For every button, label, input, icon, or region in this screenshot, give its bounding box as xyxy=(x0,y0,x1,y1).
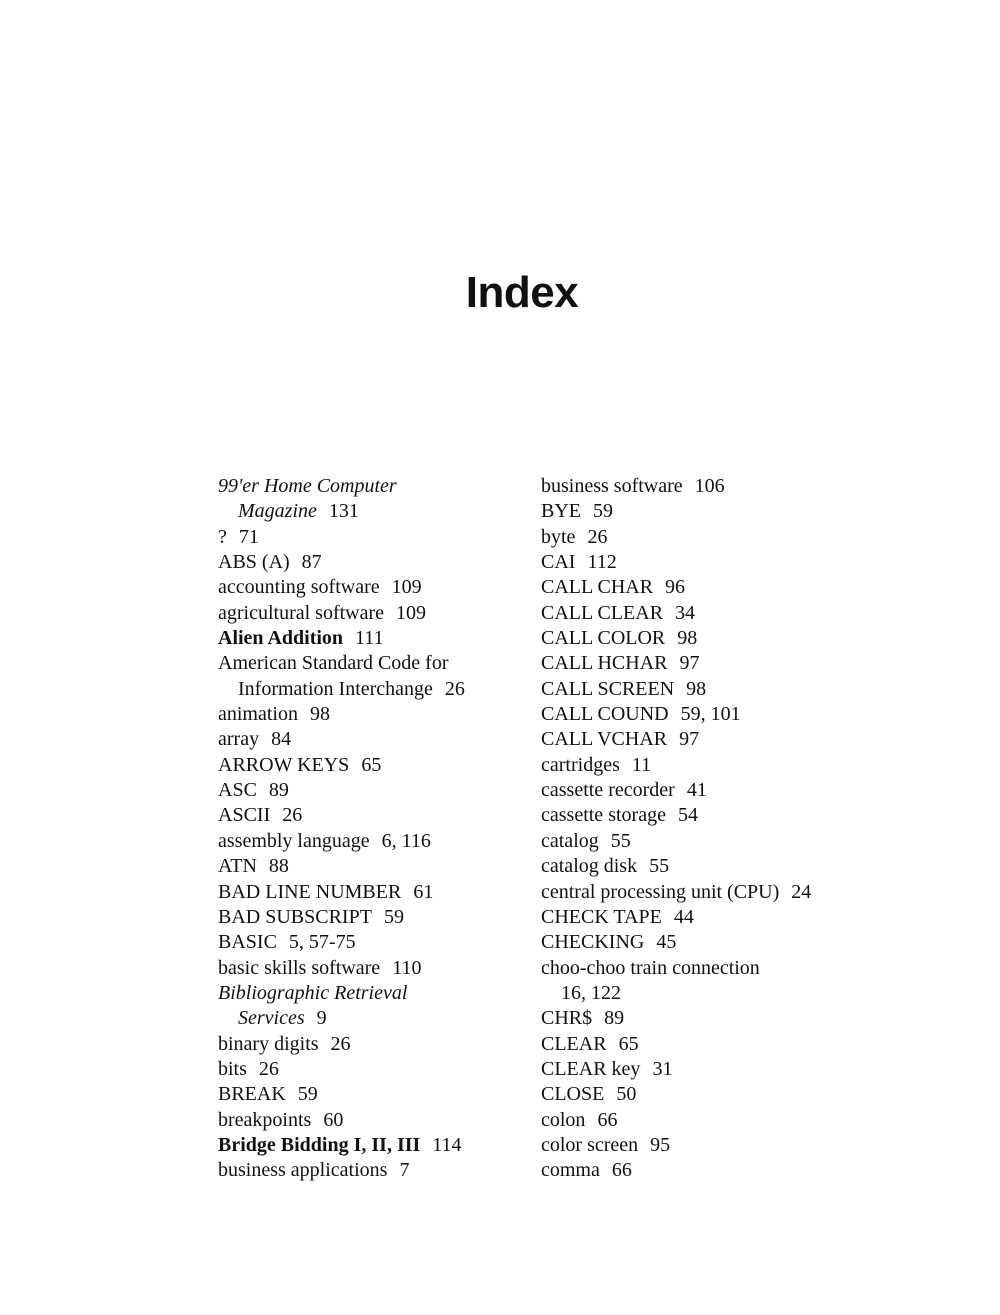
index-entry xyxy=(218,854,548,879)
index-entry xyxy=(541,727,871,752)
index-entry-pages: 87 xyxy=(301,551,322,574)
index-entry-pages: 59 xyxy=(593,500,613,523)
index-entry xyxy=(218,601,548,626)
index-entry-term: business software xyxy=(541,475,683,497)
index-entry xyxy=(541,1082,871,1107)
index-entry-pages: 89 xyxy=(268,779,289,802)
index-entry-term: ? xyxy=(218,525,227,548)
index-entry xyxy=(541,981,871,1006)
index-entry-term: color screen xyxy=(541,1133,639,1156)
index-entry xyxy=(218,677,548,702)
index-entry xyxy=(218,550,548,575)
index-entry-pages: 55 xyxy=(610,829,631,852)
index-entry-pages: 131 xyxy=(328,500,359,523)
index-entry xyxy=(541,1108,871,1133)
index-entry xyxy=(218,829,548,854)
index-entry xyxy=(541,499,871,524)
index-entry xyxy=(218,651,548,676)
index-entry-term: breakpoints xyxy=(218,1108,312,1131)
index-entry xyxy=(541,525,871,550)
index-entry xyxy=(541,905,871,930)
index-entry-term: colon xyxy=(541,1108,586,1131)
index-entry xyxy=(218,727,548,752)
index-entry-term: ARROW KEYS xyxy=(218,753,350,776)
index-entry xyxy=(218,753,548,778)
index-entry-term: American Standard Code for xyxy=(218,652,449,675)
index-entry-pages: 97 xyxy=(679,728,700,751)
index-entry-pages: 112 xyxy=(587,551,617,574)
index-entry-term: animation xyxy=(218,703,298,726)
index-entry-term: CHECK TAPE xyxy=(541,905,662,928)
index-entry-term: Bridge Bidding I, II, III xyxy=(218,1133,421,1156)
index-entry xyxy=(541,651,871,676)
index-entry-pages: 95 xyxy=(650,1133,671,1156)
index-entry-pages: 61 xyxy=(413,880,434,903)
index-entry-term: cassette recorder xyxy=(541,779,675,802)
index-entry-term: byte xyxy=(541,525,576,548)
index-entry-pages: 71 xyxy=(238,525,259,548)
index-entry xyxy=(541,854,871,879)
index-entry-term: ASC xyxy=(218,779,257,802)
index-entry xyxy=(541,1133,871,1158)
index-entry-term: 16, 122 xyxy=(561,981,621,1004)
index-entry xyxy=(218,1032,548,1057)
index-entry-term: CLOSE xyxy=(541,1083,605,1106)
index-entry-term: CALL VCHAR xyxy=(541,728,668,751)
index-entry-pages: 88 xyxy=(268,855,289,878)
index-entry-pages: 59 xyxy=(383,905,404,928)
index-entry-pages: 96 xyxy=(665,576,686,599)
index-entry xyxy=(541,575,871,600)
index-entry-pages: 26 xyxy=(282,804,303,827)
index-column-left xyxy=(218,474,548,1184)
index-entry-term: business applications xyxy=(218,1159,388,1182)
index-entry xyxy=(218,1158,548,1183)
index-entry xyxy=(218,1006,548,1031)
index-entry-term: BASIC xyxy=(218,931,277,954)
index-entry xyxy=(541,1057,871,1082)
index-entry xyxy=(218,1057,548,1082)
index-entry xyxy=(218,575,548,600)
index-entry-term: cartridges xyxy=(541,753,620,776)
index-entry xyxy=(541,1032,871,1057)
index-entry-term: agricultural software xyxy=(218,601,385,624)
index-entry-pages: 111 xyxy=(355,627,384,650)
index-entry-term: bits xyxy=(218,1057,247,1080)
index-entry xyxy=(218,981,548,1006)
index-entry-pages: 11 xyxy=(631,753,652,776)
index-entry xyxy=(541,753,871,778)
index-entry xyxy=(218,905,548,930)
index-entry-term: BAD LINE NUMBER xyxy=(218,880,402,903)
index-entry-pages: 41 xyxy=(686,779,707,802)
index-entry-term: choo-choo train connection xyxy=(541,956,760,979)
index-entry-pages: 26 xyxy=(258,1057,279,1080)
index-entry xyxy=(541,474,871,499)
index-entry-pages: 45 xyxy=(656,931,677,954)
index-entry xyxy=(541,550,871,575)
index-entry-term: CALL COLOR xyxy=(541,627,666,650)
index-entry-pages: 9 xyxy=(316,1007,327,1030)
index-entry-term: CALL CHAR xyxy=(541,576,654,599)
index-entry-pages: 7 xyxy=(399,1159,410,1182)
index-entry-pages: 26 xyxy=(330,1032,351,1055)
page-title: Index xyxy=(465,268,579,317)
index-entry-pages: 34 xyxy=(675,601,696,624)
index-entry-pages: 114 xyxy=(432,1133,462,1156)
index-entry xyxy=(541,1006,871,1031)
index-entry-term: ABS (A) xyxy=(218,551,290,574)
index-entry xyxy=(218,880,548,905)
index-entry-term: cassette storage xyxy=(541,804,666,827)
index-entry xyxy=(218,956,548,981)
index-entry-pages: 109 xyxy=(391,576,422,599)
index-entry-term: Alien Addition xyxy=(218,627,344,650)
index-entry-term: array xyxy=(218,728,260,751)
index-entry-pages: 97 xyxy=(679,652,700,675)
index-entry-term: CLEAR xyxy=(541,1032,607,1055)
index-entry-term: Services xyxy=(238,1007,305,1030)
index-entry-term: CLEAR key xyxy=(541,1057,641,1080)
index-entry-pages: 26 xyxy=(444,677,465,700)
index-entry-term: central processing unit (CPU) xyxy=(541,880,780,903)
index-entry xyxy=(541,803,871,828)
index-entry-term: Bibliographic Retrieval xyxy=(218,981,408,1004)
index-entry-term: catalog xyxy=(541,829,599,852)
index-entry xyxy=(218,499,548,524)
index-entry-pages: 55 xyxy=(649,855,670,878)
index-entry-pages: 26 xyxy=(587,525,608,548)
index-entry-pages: 84 xyxy=(271,728,292,751)
index-entry-pages: 98 xyxy=(677,627,698,650)
index-entry xyxy=(218,626,548,651)
index-entry-term: assembly language xyxy=(218,829,370,852)
index-entry xyxy=(218,525,548,550)
index-entry-term: CALL CLEAR xyxy=(541,601,664,624)
index-entry xyxy=(218,1108,548,1133)
index-entry-term: CHECKING xyxy=(541,931,645,954)
index-entry xyxy=(218,803,548,828)
index-entry-term: accounting software xyxy=(218,576,380,599)
index-entry-term: BREAK xyxy=(218,1083,286,1106)
index-entry xyxy=(541,702,871,727)
index-entry xyxy=(218,474,548,499)
index-entry xyxy=(218,1133,548,1158)
index-entry-term: BAD SUBSCRIPT xyxy=(218,905,372,928)
index-entry-pages: 65 xyxy=(361,753,382,776)
index-entry-term: Magazine xyxy=(238,500,317,523)
index-entry-pages: 98 xyxy=(686,677,707,700)
index-entry-pages: 65 xyxy=(618,1032,639,1055)
index-entry xyxy=(541,677,871,702)
index-entry xyxy=(541,930,871,955)
index-entry-pages: 110 xyxy=(392,956,422,979)
index-entry-term: 99'er Home Computer xyxy=(218,475,397,497)
index-entry xyxy=(218,1082,548,1107)
index-entry-pages: 109 xyxy=(396,601,427,624)
index-entry-term: comma xyxy=(541,1159,600,1182)
index-column-right xyxy=(541,474,871,1184)
index-entry-pages: 24 xyxy=(791,880,812,903)
index-entry xyxy=(541,626,871,651)
index-entry-pages: 98 xyxy=(309,703,330,726)
index-entry-term: basic skills software xyxy=(218,956,381,979)
index-entry xyxy=(218,778,548,803)
index-entry-pages: 66 xyxy=(611,1159,632,1182)
index-entry xyxy=(218,702,548,727)
index-entry-pages: 31 xyxy=(652,1057,673,1080)
index-entry-pages: 89 xyxy=(604,1007,625,1030)
index-entry-pages: 106 xyxy=(694,475,725,497)
index-entry xyxy=(541,601,871,626)
index-entry xyxy=(541,778,871,803)
index-entry xyxy=(541,956,871,981)
index-entry xyxy=(218,930,548,955)
index-entry-term: Information Interchange xyxy=(238,677,433,700)
index-entry-pages: 5, 57-75 xyxy=(288,931,356,954)
index-entry-term: BYE xyxy=(541,500,581,523)
index-entry-term: ATN xyxy=(218,855,257,878)
index-entry-term: CAI xyxy=(541,551,576,574)
index-entry xyxy=(541,1158,871,1183)
index-entry xyxy=(541,829,871,854)
index-entry-pages: 59, 101 xyxy=(680,703,741,726)
index-entry-term: ASCII xyxy=(218,804,271,827)
index-entry-term: CALL COUND xyxy=(541,703,669,726)
index-entry-pages: 60 xyxy=(323,1108,344,1131)
index-entry-pages: 50 xyxy=(616,1083,637,1106)
index-entry-term: CALL SCREEN xyxy=(541,677,675,700)
index-entry-term: CALL HCHAR xyxy=(541,652,668,675)
index-entry xyxy=(541,880,871,905)
index-entry-pages: 54 xyxy=(677,804,698,827)
index-entry-pages: 6, 116 xyxy=(381,829,431,852)
index-entry-pages: 59 xyxy=(297,1083,318,1106)
index-entry-pages: 44 xyxy=(673,905,694,928)
index-entry-term: CHR$ xyxy=(541,1007,593,1030)
index-entry-pages: 66 xyxy=(597,1108,618,1131)
index-entry-term: binary digits xyxy=(218,1032,319,1055)
index-entry-term: catalog disk xyxy=(541,855,638,878)
